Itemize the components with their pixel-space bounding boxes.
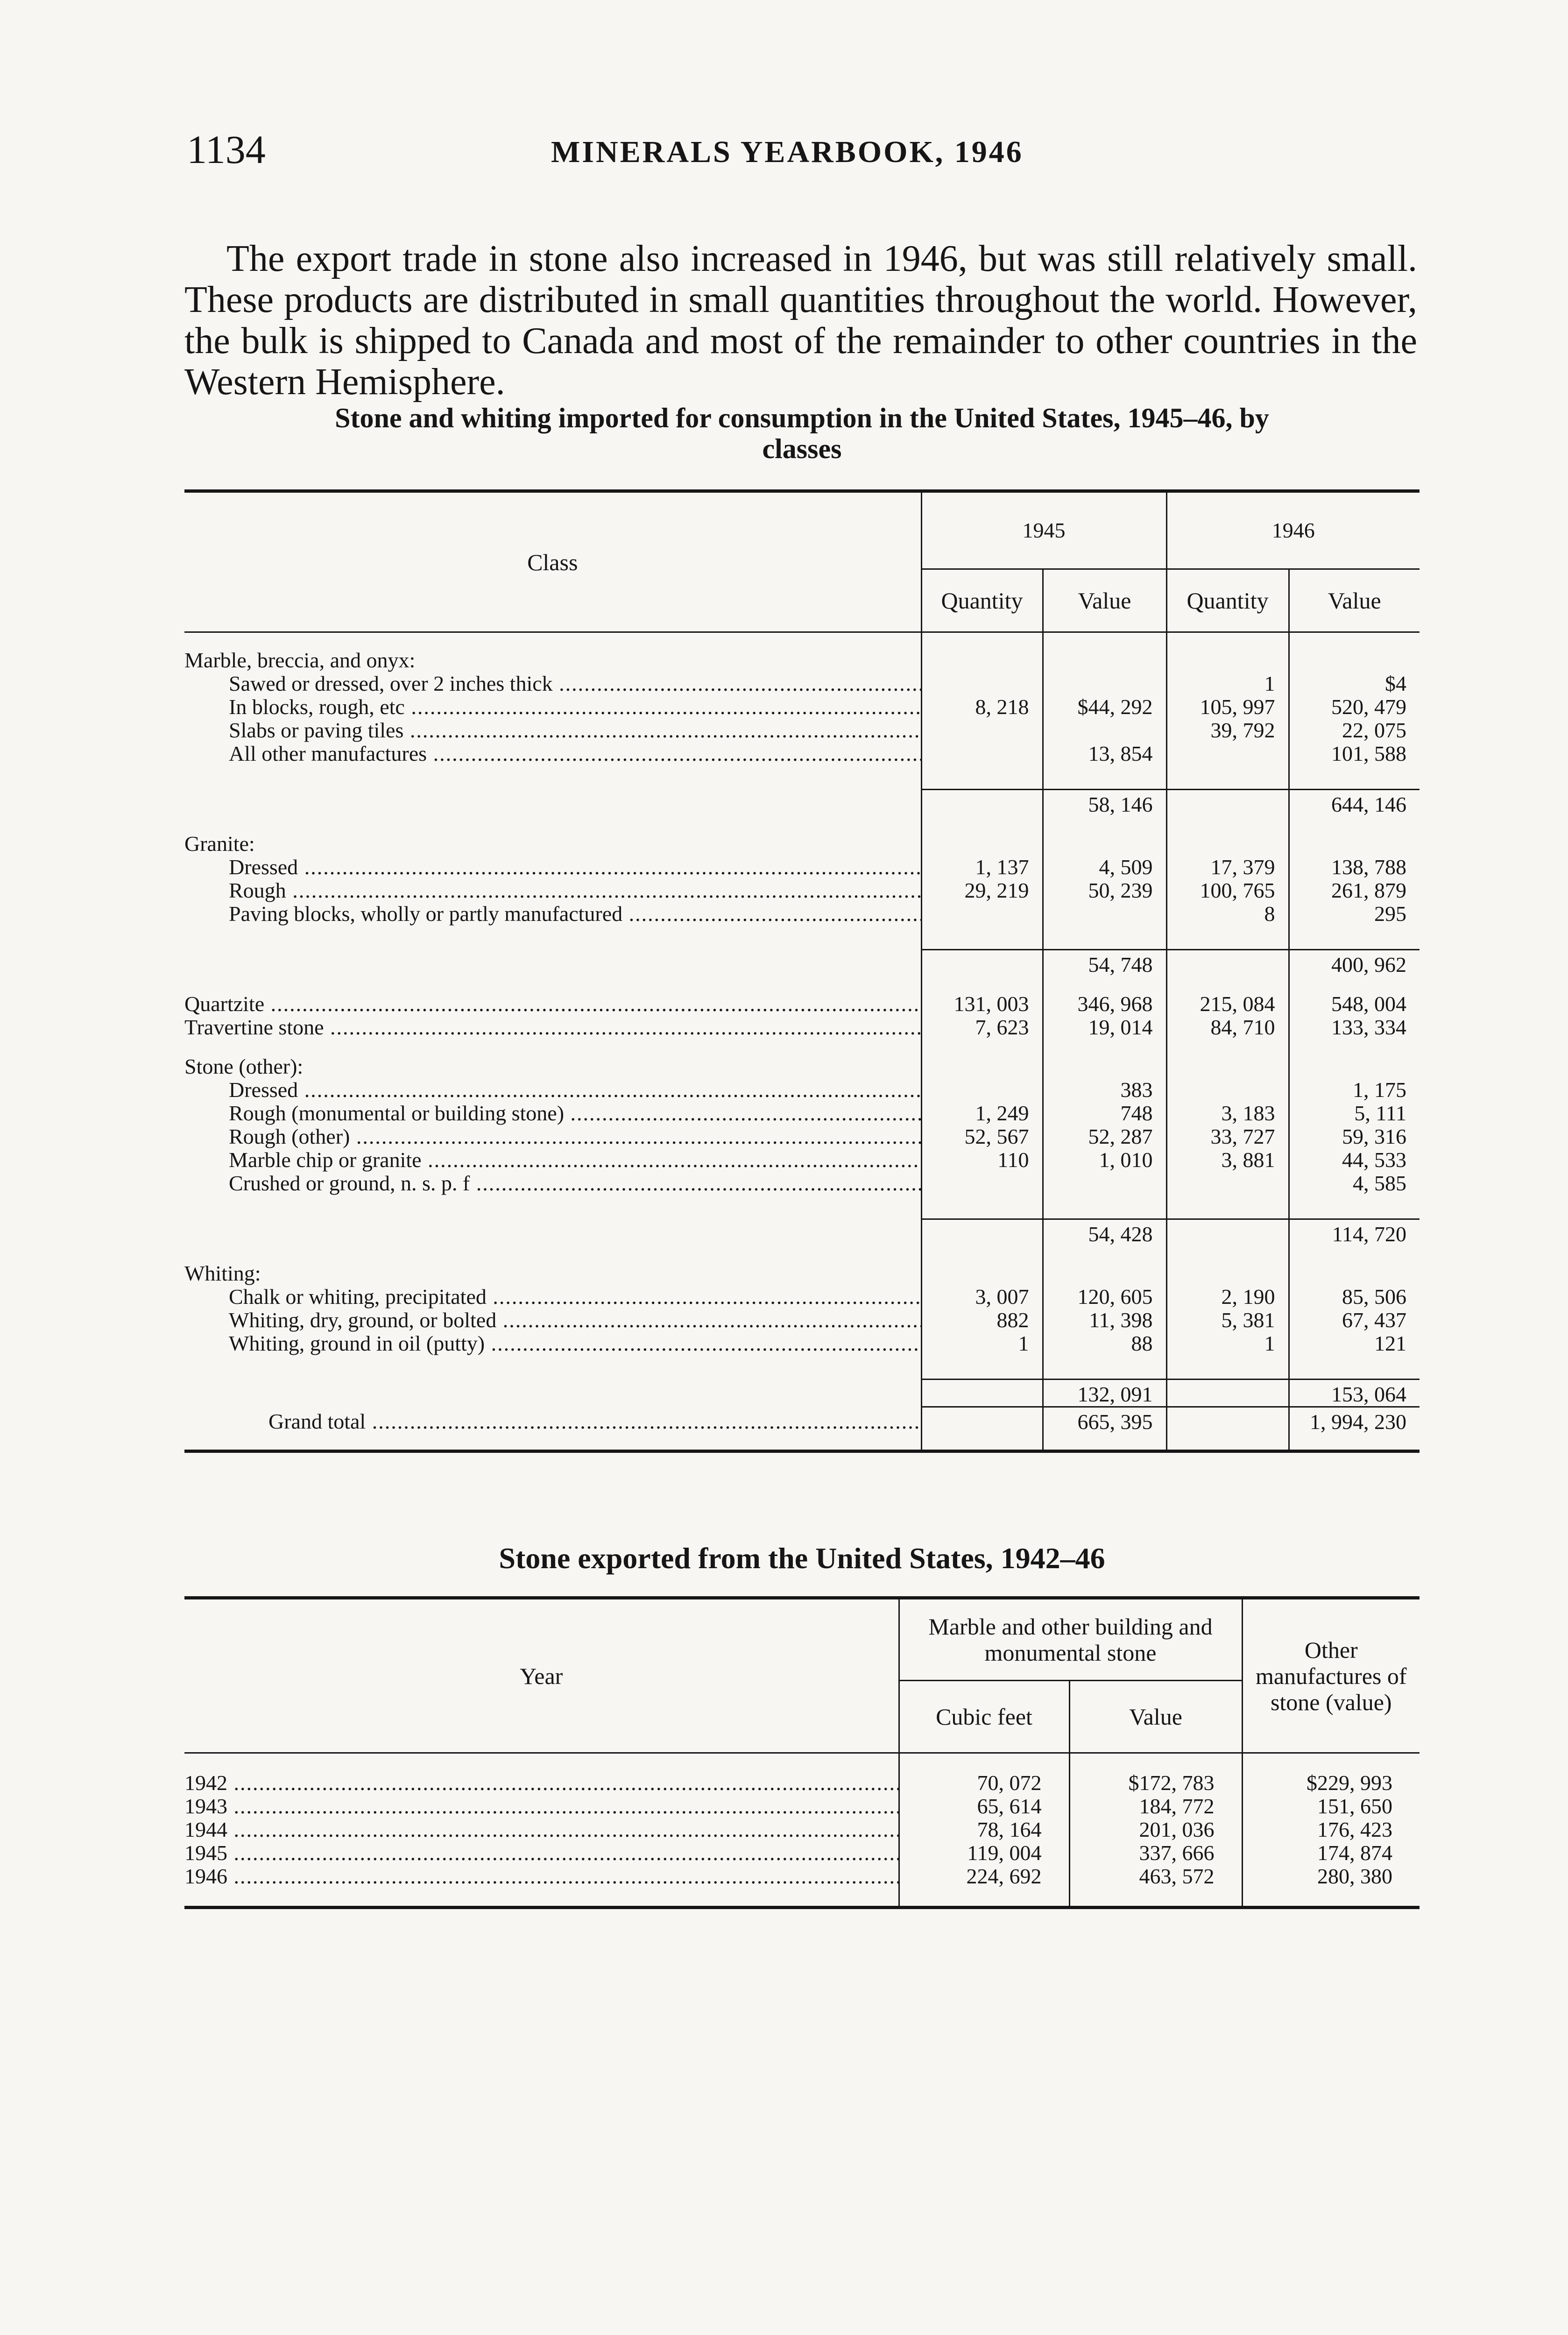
cell: 1, 137: [921, 856, 1043, 879]
col-value-1945: Value: [1043, 569, 1166, 632]
cell: [1166, 1172, 1289, 1195]
subtotal-cell: 153, 064: [1289, 1380, 1420, 1407]
cell: 84, 710: [1166, 1016, 1289, 1039]
row-label: In blocks, rough, etc: [229, 695, 405, 719]
cell: [1043, 719, 1166, 742]
col-year-1945: 1945: [921, 493, 1166, 569]
table-row: [184, 832, 1420, 856]
table-row: [184, 1016, 1420, 1039]
cell: 383: [1043, 1078, 1166, 1102]
cell: [1043, 672, 1166, 695]
table-row: [184, 742, 1420, 765]
subtotal-row: [184, 1380, 1420, 1407]
cell: $4: [1289, 672, 1420, 695]
grand-total-cell: 665, 395: [1043, 1407, 1166, 1434]
cell: [921, 1172, 1043, 1195]
imports-title-line1: Stone and whiting imported for consumption in the United States, 1945–46, by: [335, 403, 1269, 433]
cell: 882: [921, 1309, 1043, 1332]
table-row: [184, 1285, 1420, 1309]
cell: $44, 292: [1043, 695, 1166, 719]
row-label: Rough (monumental or building stone): [229, 1102, 565, 1125]
table-row: [184, 856, 1420, 879]
year-label: 1944: [184, 1818, 227, 1841]
table-row: [184, 1771, 1420, 1795]
row-label: Marble chip or granite: [229, 1148, 422, 1172]
cell: [921, 742, 1043, 765]
cell: 261, 879: [1289, 879, 1420, 902]
row-label: Chalk or whiting, precipitated: [229, 1285, 487, 1309]
imports-title-line2: classes: [762, 433, 842, 464]
table-row: [184, 1865, 1420, 1888]
cell: 59, 316: [1289, 1125, 1420, 1148]
imports-table: [184, 489, 1420, 1453]
cell: 224, 692: [899, 1865, 1069, 1888]
cell: [921, 719, 1043, 742]
cell: 295: [1289, 902, 1420, 926]
cell: 13, 854: [1043, 742, 1166, 765]
cell: [1043, 902, 1166, 926]
cell: 748: [1043, 1102, 1166, 1125]
table-row: [184, 1841, 1420, 1865]
cell: 1: [1166, 1332, 1289, 1355]
subtotal-cell: 400, 962: [1289, 950, 1420, 977]
group-heading-granite: Granite:: [184, 832, 255, 856]
table-row: [184, 902, 1420, 926]
row-label: All other manufactures: [229, 742, 427, 765]
cell: 1, 249: [921, 1102, 1043, 1125]
table-row: [184, 1125, 1420, 1148]
intro-paragraph: The export trade in stone also increased in 1946, but was still relatively small. These products are distributed in small quantities throughout the world. However, the bulk is shipped to Canada and most of the remainder to other countries in the Western Hemisphere.: [184, 238, 1417, 403]
grand-total-cell: 1, 994, 230: [1289, 1407, 1420, 1434]
table-row: [184, 1262, 1420, 1285]
cell: 121: [1289, 1332, 1420, 1355]
table-row: [184, 1309, 1420, 1332]
cell: 215, 084: [1166, 992, 1289, 1016]
table-row: [184, 879, 1420, 902]
year-label: 1942: [184, 1771, 227, 1795]
cell: 8, 218: [921, 695, 1043, 719]
cell: 346, 968: [1043, 992, 1166, 1016]
cell: 4, 509: [1043, 856, 1166, 879]
row-label: Slabs or paving tiles: [229, 719, 404, 742]
table-row: [184, 992, 1420, 1016]
subtotal-cell: 114, 720: [1289, 1219, 1420, 1246]
cell: 3, 881: [1166, 1148, 1289, 1172]
subtotal-row: [184, 950, 1420, 977]
row-label: Dressed: [229, 1078, 298, 1102]
table-row: [184, 649, 1420, 672]
subtotal-cell: 58, 146: [1043, 790, 1166, 817]
col-quantity-1945: Quantity: [921, 569, 1043, 632]
cell: 548, 004: [1289, 992, 1420, 1016]
cell: 3, 007: [921, 1285, 1043, 1309]
row-label: Rough: [229, 879, 286, 902]
table-row: [184, 1055, 1420, 1078]
group-heading-stone-other: Stone (other):: [184, 1055, 304, 1078]
row-label: Sawed or dressed, over 2 inches thick: [229, 672, 553, 695]
subtotal-row: [184, 790, 1420, 817]
subtotal-cell: 54, 428: [1043, 1219, 1166, 1246]
cell: 5, 111: [1289, 1102, 1420, 1125]
group-heading-marble: Marble, breccia, and onyx:: [184, 649, 416, 672]
cell: 7, 623: [921, 1016, 1043, 1039]
row-label: Crushed or ground, n. s. p. f: [229, 1172, 470, 1195]
cell: 88: [1043, 1332, 1166, 1355]
col-year-1946: 1946: [1166, 493, 1420, 569]
row-label: Paving blocks, wholly or partly manufactured: [229, 902, 623, 926]
cell: [1166, 1078, 1289, 1102]
cell: 19, 014: [1043, 1016, 1166, 1039]
cell: 1: [921, 1332, 1043, 1355]
table-row: [184, 1818, 1420, 1841]
cell: 133, 334: [1289, 1016, 1420, 1039]
cell: 65, 614: [899, 1795, 1069, 1818]
table-row: [184, 1148, 1420, 1172]
group-heading-whiting: Whiting:: [184, 1262, 261, 1285]
cell: 2, 190: [1166, 1285, 1289, 1309]
row-label: Dressed: [229, 856, 298, 879]
year-label: 1943: [184, 1795, 227, 1818]
col-year: Year: [184, 1599, 899, 1753]
col-class: Class: [184, 493, 921, 632]
table-row: [184, 1172, 1420, 1195]
cell: [1043, 1172, 1166, 1195]
cell: 50, 239: [1043, 879, 1166, 902]
cell: 85, 506: [1289, 1285, 1420, 1309]
cell: 337, 666: [1069, 1841, 1242, 1865]
cell: 131, 003: [921, 992, 1043, 1016]
cell: 101, 588: [1289, 742, 1420, 765]
exports-table: [184, 1596, 1420, 1909]
cell: 17, 379: [1166, 856, 1289, 879]
subtotal-cell: 54, 748: [1043, 950, 1166, 977]
cell: 5, 381: [1166, 1309, 1289, 1332]
col-value-1946: Value: [1289, 569, 1420, 632]
col-marble-group: Marble and other building and monumental stone: [899, 1599, 1242, 1681]
grand-total-label: Grand total: [268, 1409, 366, 1433]
cell: 184, 772: [1069, 1795, 1242, 1818]
cell: 44, 533: [1289, 1148, 1420, 1172]
col-value: Value: [1069, 1681, 1242, 1753]
cell: 52, 287: [1043, 1125, 1166, 1148]
table-row: [184, 1078, 1420, 1102]
cell: 11, 398: [1043, 1309, 1166, 1332]
col-quantity-1946: Quantity: [1166, 569, 1289, 632]
cell: 4, 585: [1289, 1172, 1420, 1195]
cell: 120, 605: [1043, 1285, 1166, 1309]
cell: [1166, 742, 1289, 765]
cell: 3, 183: [1166, 1102, 1289, 1125]
table-row: [184, 719, 1420, 742]
cell: 201, 036: [1069, 1818, 1242, 1841]
cell: 78, 164: [899, 1818, 1069, 1841]
table-row: [184, 1102, 1420, 1125]
year-label: 1946: [184, 1865, 227, 1888]
cell: $229, 993: [1242, 1771, 1420, 1795]
table-row: [184, 1795, 1420, 1818]
row-label: Travertine stone: [184, 1016, 324, 1039]
cell: 100, 765: [1166, 879, 1289, 902]
subtotal-row: [184, 1219, 1420, 1246]
cell: [921, 672, 1043, 695]
cell: 52, 567: [921, 1125, 1043, 1148]
cell: 110: [921, 1148, 1043, 1172]
row-label: Whiting, dry, ground, or bolted: [229, 1309, 497, 1332]
table-row: [184, 1332, 1420, 1355]
subtotal-cell: 644, 146: [1289, 790, 1420, 817]
cell: 151, 650: [1242, 1795, 1420, 1818]
cell: 1, 010: [1043, 1148, 1166, 1172]
page-header: [187, 126, 1420, 172]
running-title: MINERALS YEARBOOK, 1946: [551, 135, 1024, 169]
cell: 67, 437: [1289, 1309, 1420, 1332]
cell: 39, 792: [1166, 719, 1289, 742]
cell: 70, 072: [899, 1771, 1069, 1795]
cell: [921, 1078, 1043, 1102]
cell: 1, 175: [1289, 1078, 1420, 1102]
cell: [921, 902, 1043, 926]
cell: 105, 997: [1166, 695, 1289, 719]
page-number: 1134: [187, 127, 266, 172]
cell: 176, 423: [1242, 1818, 1420, 1841]
table-row: [184, 672, 1420, 695]
cell: 174, 874: [1242, 1841, 1420, 1865]
cell: 119, 004: [899, 1841, 1069, 1865]
cell: 463, 572: [1069, 1865, 1242, 1888]
col-other-manufactures: Other manufactures of stone (value): [1242, 1599, 1420, 1753]
row-label: Quartzite: [184, 992, 265, 1016]
year-label: 1945: [184, 1841, 227, 1865]
cell: 8: [1166, 902, 1289, 926]
imports-table-title: [184, 403, 1420, 464]
cell: 1: [1166, 672, 1289, 695]
cell: 520, 479: [1289, 695, 1420, 719]
cell: 22, 075: [1289, 719, 1420, 742]
row-label: Whiting, ground in oil (putty): [229, 1332, 485, 1355]
exports-table-title: Stone exported from the United States, 1942–46: [499, 1542, 1105, 1575]
table-row: [184, 695, 1420, 719]
cell: 138, 788: [1289, 856, 1420, 879]
grand-total-row: [184, 1407, 1420, 1434]
col-cubic-feet: Cubic feet: [899, 1681, 1069, 1753]
cell: $172, 783: [1069, 1771, 1242, 1795]
cell: 33, 727: [1166, 1125, 1289, 1148]
cell: 280, 380: [1242, 1865, 1420, 1888]
subtotal-cell: 132, 091: [1043, 1380, 1166, 1407]
row-label: Rough (other): [229, 1125, 350, 1148]
cell: 29, 219: [921, 879, 1043, 902]
